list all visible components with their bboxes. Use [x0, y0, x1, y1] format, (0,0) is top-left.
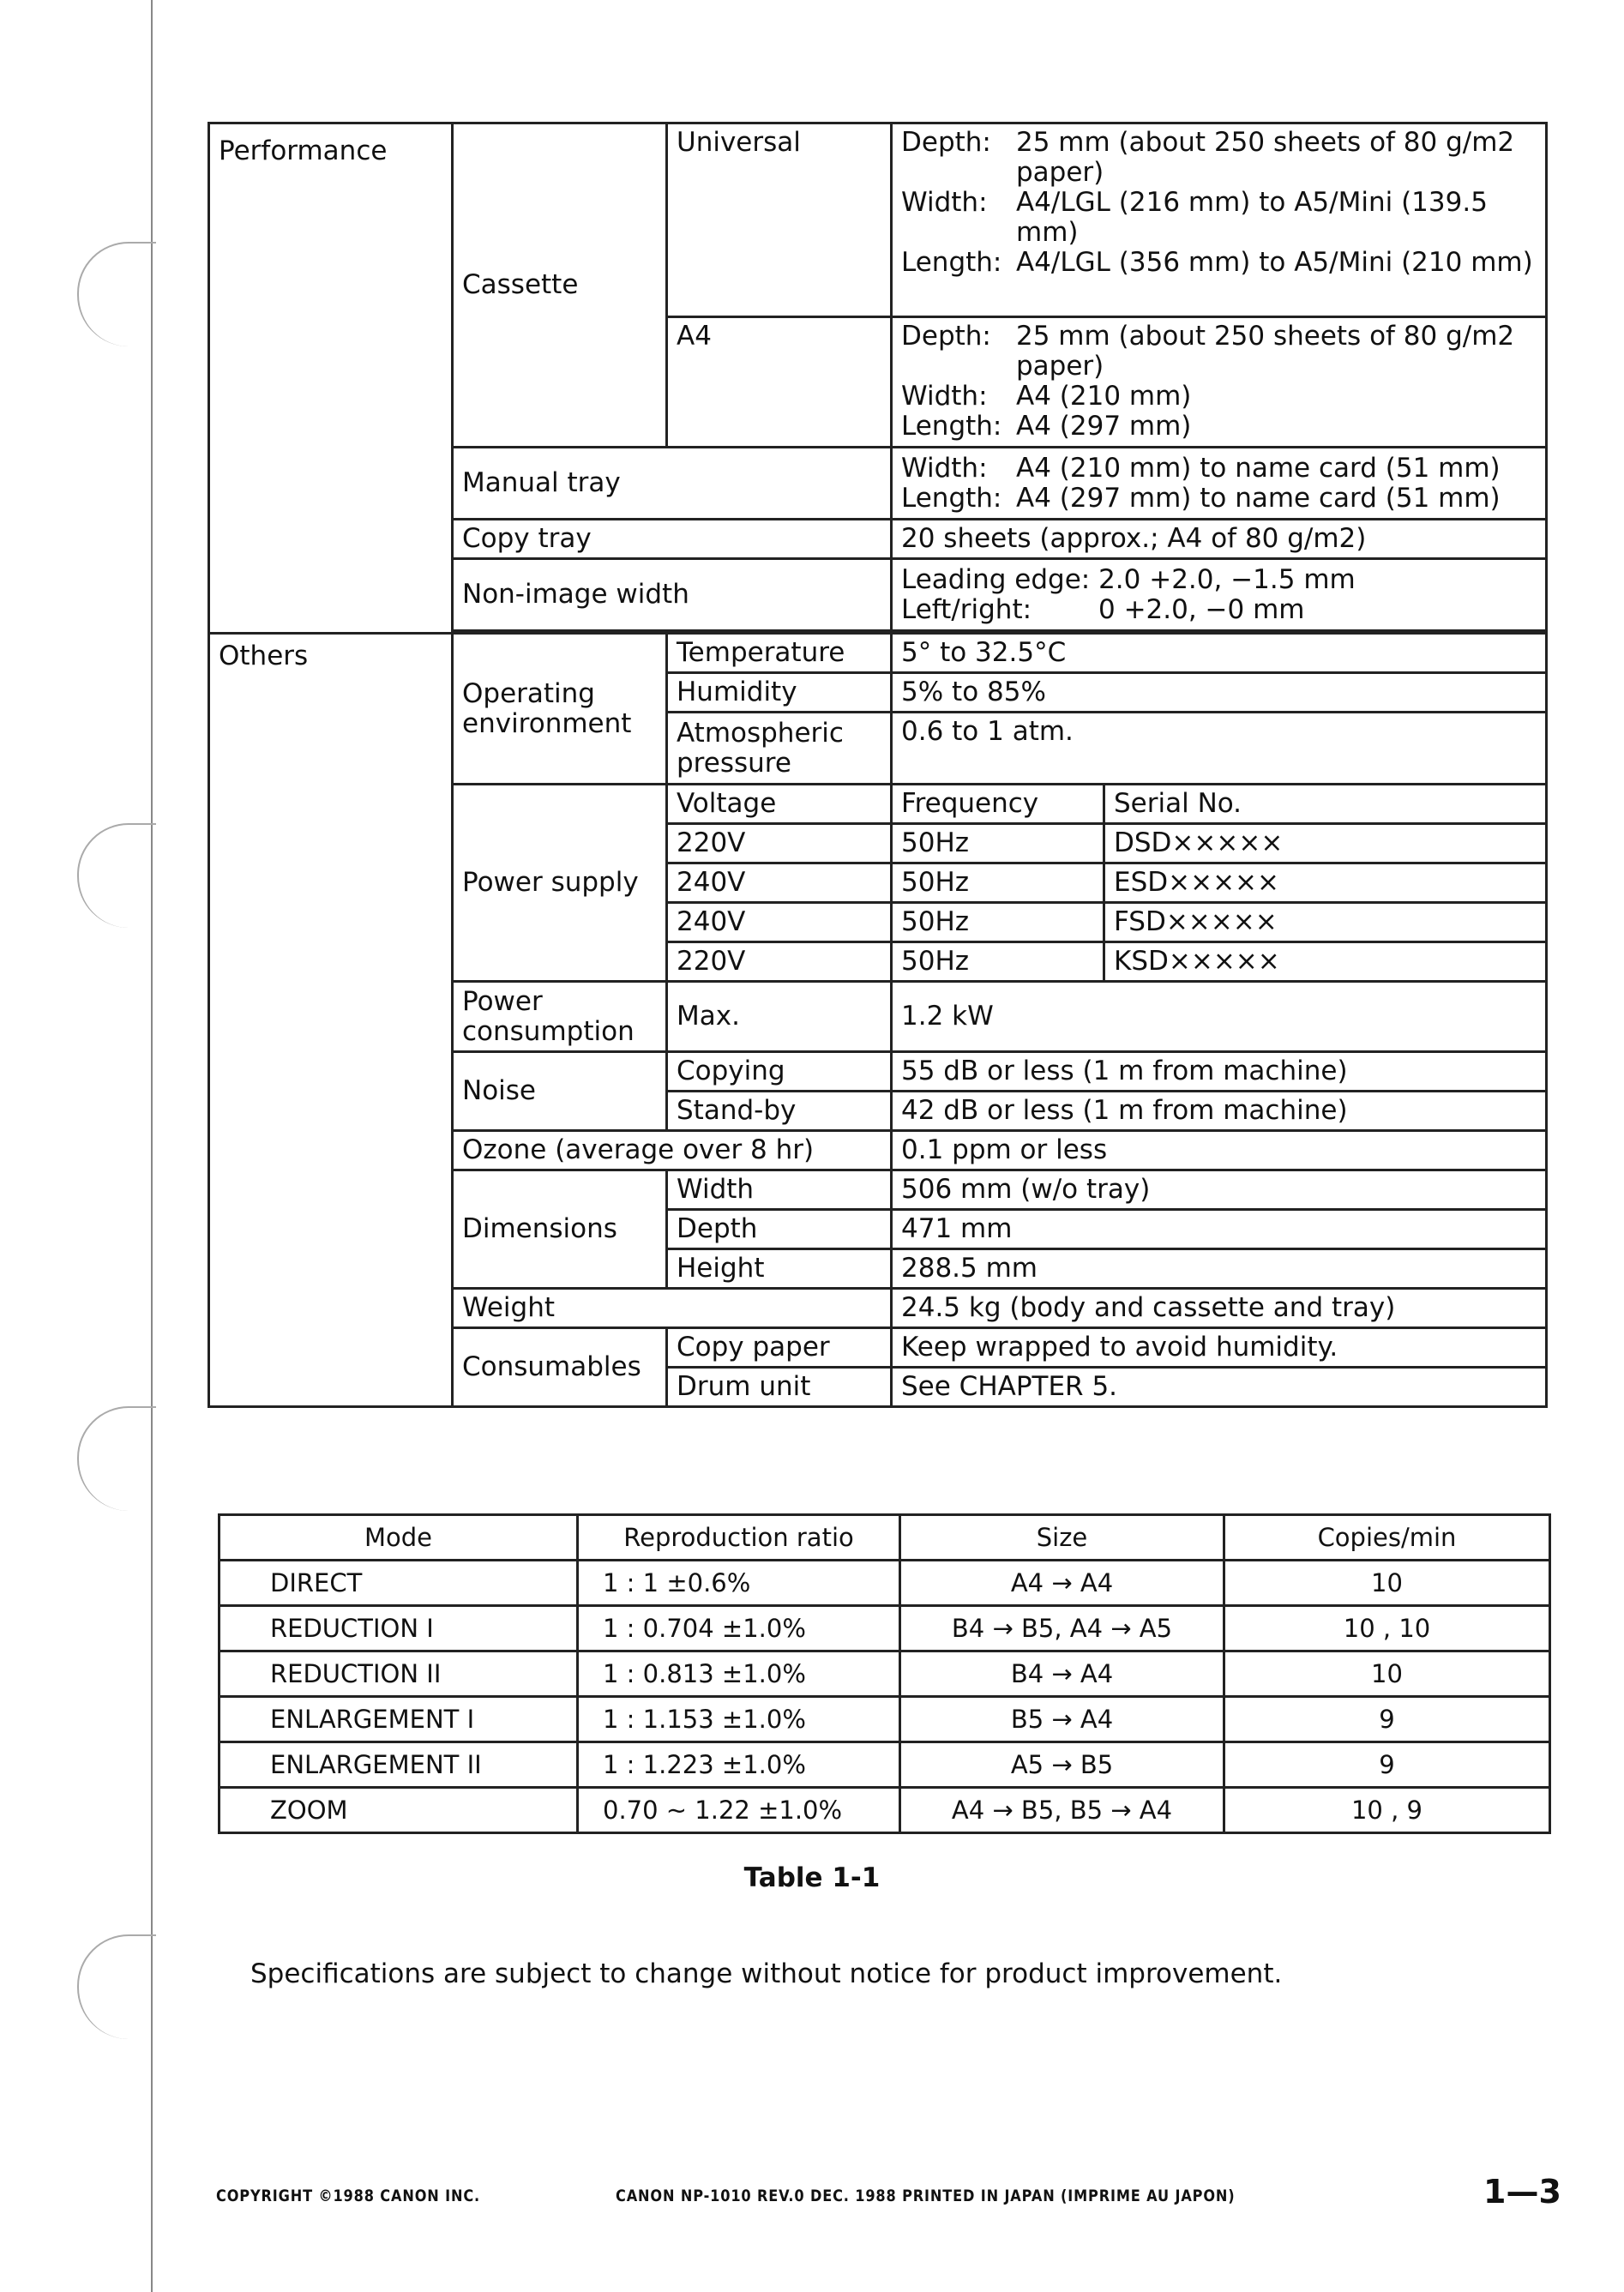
- length-key: Length:: [901, 482, 1002, 514]
- table-row: [220, 1606, 1550, 1651]
- copies-cell: 9: [1224, 1742, 1550, 1788]
- standby-noise-value: 42 dB or less (1 m from machine): [892, 1092, 1547, 1131]
- copy-paper-label: Copy paper: [667, 1328, 892, 1368]
- manual-tray-label: Manual tray: [453, 448, 892, 520]
- copies-header: Copies/min: [1224, 1515, 1550, 1561]
- size-cell: A5 → B5: [900, 1742, 1224, 1788]
- universal-label: Universal: [667, 123, 892, 317]
- mode-cell: REDUCTION II: [220, 1651, 578, 1697]
- temperature-value: 5° to 32.5°C: [892, 634, 1547, 673]
- width-key: Width:: [901, 187, 988, 218]
- size-header: Size: [900, 1515, 1224, 1561]
- dimension-depth-value: 471 mm: [892, 1210, 1547, 1249]
- weight-value: 24.5 kg (body and cassette and tray): [892, 1289, 1547, 1328]
- dimension-height-value: 288.5 mm: [892, 1249, 1547, 1289]
- depth-key: Depth:: [901, 127, 991, 158]
- table-row: [220, 1561, 1550, 1606]
- voltage-value: 240V: [667, 903, 892, 942]
- voltage-value: 240V: [667, 863, 892, 903]
- width-value: A4 (210 mm) to name card (51 mm): [1016, 452, 1501, 484]
- copy-paper-value: Keep wrapped to avoid humidity.: [892, 1328, 1547, 1368]
- footer-printed: CANON NP-1010 REV.0 DEC. 1988 PRINTED IN JAPAN (IMPRIME AU JAPON): [616, 2187, 1236, 2205]
- dimension-width-value: 506 mm (w/o tray): [892, 1170, 1547, 1210]
- length-value: A4 (297 mm) to name card (51 mm): [1016, 482, 1501, 514]
- ratio-header: Reproduction ratio: [578, 1515, 900, 1561]
- table-row: [220, 1651, 1550, 1697]
- a4-specs: [892, 317, 1547, 448]
- depth-key: Depth:: [901, 321, 991, 352]
- copying-label: Copying: [667, 1052, 892, 1092]
- left-right-key: Left/right:: [901, 593, 1032, 625]
- length-key: Length:: [901, 247, 1002, 278]
- serial-value: DSD×××××: [1104, 824, 1547, 863]
- left-right-value: 0 +2.0, −0 mm: [1098, 593, 1305, 625]
- frequency-header: Frequency: [892, 785, 1104, 824]
- mode-cell: REDUCTION I: [220, 1606, 578, 1651]
- binder-hole: [77, 823, 156, 928]
- length-key: Length:: [901, 411, 1002, 442]
- atmospheric-pressure-label: Atmospheric pressure: [667, 713, 892, 785]
- serial-value: KSD×××××: [1104, 942, 1547, 982]
- length-value: A4/LGL (356 mm) to A5/Mini (210 mm): [1016, 247, 1533, 278]
- page-number: 1—3: [1483, 2173, 1561, 2211]
- width-value: A4/LGL (216 mm) to A5/Mini (139.5 mm): [1016, 187, 1488, 248]
- mode-table: [218, 1513, 1551, 1834]
- size-cell: B4 → A4: [900, 1651, 1224, 1697]
- table-row: [220, 1697, 1550, 1742]
- table-row: [220, 1788, 1550, 1833]
- footer-copyright: COPYRIGHT ©1988 CANON INC.: [216, 2187, 481, 2205]
- atmospheric-pressure-value: 0.6 to 1 atm.: [892, 713, 1547, 785]
- serial-header: Serial No.: [1104, 785, 1547, 824]
- ratio-cell: 1 : 0.704 ±1.0%: [578, 1606, 900, 1651]
- copies-cell: 10 , 10: [1224, 1606, 1550, 1651]
- size-cell: B5 → A4: [900, 1697, 1224, 1742]
- humidity-value: 5% to 85%: [892, 673, 1547, 713]
- copying-noise-value: 55 dB or less (1 m from machine): [892, 1052, 1547, 1092]
- depth-value: 25 mm (about 250 sheets of 80 g/m2 paper): [1016, 127, 1515, 188]
- ratio-cell: 0.70 ∼ 1.22 ±1.0%: [578, 1788, 900, 1833]
- size-cell: B4 → B5, A4 → A5: [900, 1606, 1224, 1651]
- binder-hole: [77, 1406, 156, 1511]
- length-value: A4 (297 mm): [1016, 411, 1192, 442]
- ozone-value: 0.1 ppm or less: [892, 1131, 1547, 1170]
- dimension-width-label: Width: [667, 1170, 892, 1210]
- mode-cell: ZOOM: [220, 1788, 578, 1833]
- category-performance: Performance: [209, 123, 453, 634]
- frequency-value: 50Hz: [892, 863, 1104, 903]
- binder-hole: [77, 242, 156, 346]
- size-cell: A4 → B5, B5 → A4: [900, 1788, 1224, 1833]
- standby-label: Stand-by: [667, 1092, 892, 1131]
- size-cell: A4 → A4: [900, 1561, 1224, 1606]
- specifications-table: [208, 122, 1548, 1408]
- copies-cell: 10: [1224, 1561, 1550, 1606]
- serial-value: ESD×××××: [1104, 863, 1547, 903]
- width-key: Width:: [901, 452, 988, 484]
- drum-unit-value: See CHAPTER 5.: [892, 1368, 1547, 1407]
- width-value: A4 (210 mm): [1016, 381, 1192, 412]
- dimension-height-label: Height: [667, 1249, 892, 1289]
- power-consumption-value: 1.2 kW: [892, 982, 1547, 1052]
- voltage-value: 220V: [667, 824, 892, 863]
- copy-tray-label: Copy tray: [453, 520, 892, 559]
- frequency-value: 50Hz: [892, 942, 1104, 982]
- serial-value: FSD×××××: [1104, 903, 1547, 942]
- copy-tray-value: 20 sheets (approx.; A4 of 80 g/m2): [892, 520, 1547, 559]
- operating-environment-label: Operating environment: [453, 634, 667, 785]
- depth-value: 25 mm (about 250 sheets of 80 g/m2 paper): [1016, 321, 1515, 382]
- universal-specs: [892, 123, 1547, 317]
- copies-cell: 10 , 9: [1224, 1788, 1550, 1833]
- non-image-width-label: Non-image width: [453, 559, 892, 631]
- ratio-cell: 1 : 0.813 ±1.0%: [578, 1651, 900, 1697]
- power-supply-label: Power supply: [453, 785, 667, 982]
- frequency-value: 50Hz: [892, 824, 1104, 863]
- ratio-cell: 1 : 1.153 ±1.0%: [578, 1697, 900, 1742]
- leading-edge-value: Leading edge: 2.0 +2.0, −1.5 mm: [901, 563, 1356, 595]
- mode-header: Mode: [220, 1515, 578, 1561]
- cassette-label: Cassette: [453, 123, 667, 448]
- voltage-header: Voltage: [667, 785, 892, 824]
- category-others: Others: [209, 634, 453, 1407]
- specification-note: Specifications are subject to change without notice for product improvement.: [250, 1958, 1283, 1989]
- width-key: Width:: [901, 381, 988, 412]
- temperature-label: Temperature: [667, 634, 892, 673]
- weight-label: Weight: [453, 1289, 892, 1328]
- spec-row: [209, 634, 1547, 673]
- spec-row: [209, 123, 1547, 317]
- drum-unit-label: Drum unit: [667, 1368, 892, 1407]
- table-caption: Table 1-1: [743, 1862, 881, 1893]
- mode-cell: DIRECT: [220, 1561, 578, 1606]
- noise-label: Noise: [453, 1052, 667, 1131]
- ozone-label: Ozone (average over 8 hr): [453, 1131, 892, 1170]
- manual-tray-specs: [892, 448, 1547, 520]
- binder-hole: [77, 1934, 156, 2039]
- power-consumption-sub: Max.: [667, 982, 892, 1052]
- ratio-cell: 1 : 1 ±0.6%: [578, 1561, 900, 1606]
- dimensions-label: Dimensions: [453, 1170, 667, 1289]
- consumables-label: Consumables: [453, 1328, 667, 1407]
- mode-cell: ENLARGEMENT I: [220, 1697, 578, 1742]
- table-row: [220, 1742, 1550, 1788]
- a4-label: A4: [667, 317, 892, 448]
- mode-table-header: [220, 1515, 1550, 1561]
- humidity-label: Humidity: [667, 673, 892, 713]
- mode-cell: ENLARGEMENT II: [220, 1742, 578, 1788]
- dimension-depth-label: Depth: [667, 1210, 892, 1249]
- non-image-width-specs: [892, 559, 1547, 631]
- ratio-cell: 1 : 1.223 ±1.0%: [578, 1742, 900, 1788]
- power-consumption-label: Power consumption: [453, 982, 667, 1052]
- frequency-value: 50Hz: [892, 903, 1104, 942]
- copies-cell: 9: [1224, 1697, 1550, 1742]
- voltage-value: 220V: [667, 942, 892, 982]
- copies-cell: 10: [1224, 1651, 1550, 1697]
